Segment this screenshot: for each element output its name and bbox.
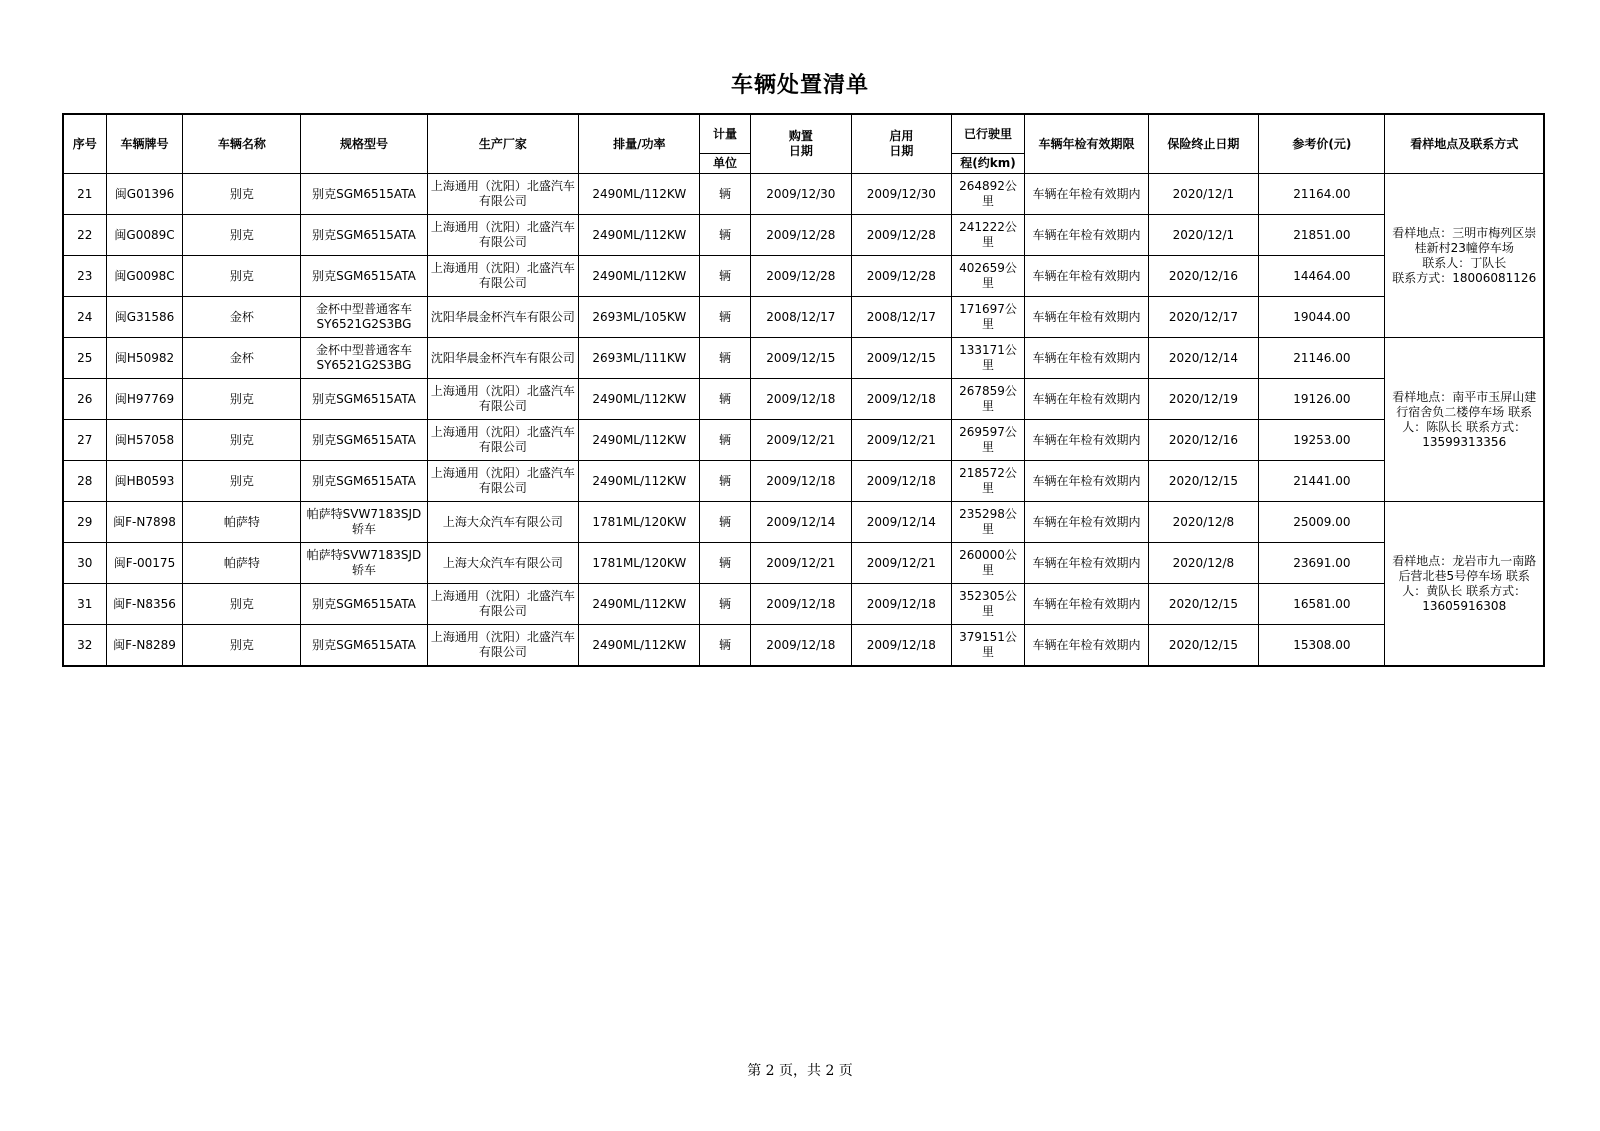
table-row xyxy=(63,297,1544,338)
cell-seq: 22 xyxy=(63,215,106,256)
cell-displacement: 2490ML/112KW xyxy=(579,625,700,667)
cell-unit: 辆 xyxy=(700,256,750,297)
col-purchase-header: 购置 日期 xyxy=(750,114,852,174)
cell-mileage: 379151公里 xyxy=(951,625,1025,667)
cell-purchase-date: 2009/12/18 xyxy=(750,379,852,420)
cell-inspection: 车辆在年检有效期内 xyxy=(1025,297,1148,338)
cell-name: 金杯 xyxy=(183,338,301,379)
cell-name: 别克 xyxy=(183,625,301,667)
table-row xyxy=(63,543,1544,584)
cell-model: 别克SGM6515ATA xyxy=(301,174,427,215)
cell-price: 19044.00 xyxy=(1259,297,1385,338)
cell-maker: 上海通用（沈阳）北盛汽车有限公司 xyxy=(427,625,579,667)
cell-contact: 看样地点：龙岩市九一南路后营北巷5号停车场 联系人：黄队长 联系方式：13605916308 xyxy=(1385,502,1544,667)
cell-insurance-date: 2020/12/8 xyxy=(1148,543,1259,584)
cell-maker: 上海大众汽车有限公司 xyxy=(427,502,579,543)
cell-purchase-date: 2008/12/17 xyxy=(750,297,852,338)
cell-mileage: 260000公里 xyxy=(951,543,1025,584)
cell-unit: 辆 xyxy=(700,420,750,461)
cell-inspection: 车辆在年检有效期内 xyxy=(1025,584,1148,625)
cell-mileage: 264892公里 xyxy=(951,174,1025,215)
cell-start-date: 2009/12/28 xyxy=(852,256,951,297)
col-maker-header: 生产厂家 xyxy=(427,114,579,174)
vehicle-table xyxy=(62,113,1545,667)
cell-seq: 24 xyxy=(63,297,106,338)
cell-seq: 29 xyxy=(63,502,106,543)
cell-start-date: 2008/12/17 xyxy=(852,297,951,338)
cell-mileage: 402659公里 xyxy=(951,256,1025,297)
cell-unit: 辆 xyxy=(700,379,750,420)
cell-plate: 闽F-N7898 xyxy=(106,502,183,543)
cell-plate: 闽H50982 xyxy=(106,338,183,379)
cell-model: 金杯中型普通客车SY6521G2S3BG xyxy=(301,338,427,379)
cell-mileage: 235298公里 xyxy=(951,502,1025,543)
cell-purchase-date: 2009/12/30 xyxy=(750,174,852,215)
cell-seq: 31 xyxy=(63,584,106,625)
cell-start-date: 2009/12/30 xyxy=(852,174,951,215)
cell-insurance-date: 2020/12/15 xyxy=(1148,461,1259,502)
cell-displacement: 2490ML/112KW xyxy=(579,420,700,461)
cell-insurance-date: 2020/12/1 xyxy=(1148,215,1259,256)
table-row xyxy=(63,174,1544,215)
cell-mileage: 352305公里 xyxy=(951,584,1025,625)
table-row xyxy=(63,461,1544,502)
cell-price: 14464.00 xyxy=(1259,256,1385,297)
cell-unit: 辆 xyxy=(700,543,750,584)
cell-price: 19253.00 xyxy=(1259,420,1385,461)
cell-start-date: 2009/12/18 xyxy=(852,379,951,420)
col-mileage-header-bottom: 程(约km) xyxy=(951,154,1025,174)
cell-displacement: 2693ML/105KW xyxy=(579,297,700,338)
cell-price: 21851.00 xyxy=(1259,215,1385,256)
cell-inspection: 车辆在年检有效期内 xyxy=(1025,174,1148,215)
cell-contact: 看样地点：南平市玉屏山建行宿舍负二楼停车场 联系人：陈队长 联系方式：13599313356 xyxy=(1385,338,1544,502)
cell-start-date: 2009/12/21 xyxy=(852,420,951,461)
cell-unit: 辆 xyxy=(700,625,750,667)
cell-plate: 闽G0098C xyxy=(106,256,183,297)
col-plate-header: 车辆牌号 xyxy=(106,114,183,174)
cell-name: 别克 xyxy=(183,256,301,297)
cell-unit: 辆 xyxy=(700,174,750,215)
cell-inspection: 车辆在年检有效期内 xyxy=(1025,338,1148,379)
table-row xyxy=(63,338,1544,379)
col-inspection-header: 车辆年检有效期限 xyxy=(1025,114,1148,174)
cell-price: 16581.00 xyxy=(1259,584,1385,625)
cell-plate: 闽HB0593 xyxy=(106,461,183,502)
cell-purchase-date: 2009/12/28 xyxy=(750,256,852,297)
cell-displacement: 1781ML/120KW xyxy=(579,543,700,584)
cell-mileage: 133171公里 xyxy=(951,338,1025,379)
cell-name: 金杯 xyxy=(183,297,301,338)
cell-displacement: 2490ML/112KW xyxy=(579,174,700,215)
cell-displacement: 2490ML/112KW xyxy=(579,461,700,502)
table-row xyxy=(63,420,1544,461)
cell-start-date: 2009/12/18 xyxy=(852,584,951,625)
cell-plate: 闽F-N8289 xyxy=(106,625,183,667)
cell-maker: 上海通用（沈阳）北盛汽车有限公司 xyxy=(427,215,579,256)
cell-unit: 辆 xyxy=(700,461,750,502)
cell-model: 别克SGM6515ATA xyxy=(301,625,427,667)
cell-contact: 看样地点：三明市梅列区崇桂新村23幢停车场 联系人：丁队长 联系方式：18006081126 xyxy=(1385,174,1544,338)
cell-model: 别克SGM6515ATA xyxy=(301,420,427,461)
cell-insurance-date: 2020/12/15 xyxy=(1148,625,1259,667)
cell-start-date: 2009/12/14 xyxy=(852,502,951,543)
cell-name: 别克 xyxy=(183,584,301,625)
col-insurance-header: 保险终止日期 xyxy=(1148,114,1259,174)
cell-plate: 闽F-00175 xyxy=(106,543,183,584)
cell-name: 别克 xyxy=(183,420,301,461)
cell-start-date: 2009/12/21 xyxy=(852,543,951,584)
cell-purchase-date: 2009/12/15 xyxy=(750,338,852,379)
cell-inspection: 车辆在年检有效期内 xyxy=(1025,625,1148,667)
cell-price: 25009.00 xyxy=(1259,502,1385,543)
cell-seq: 28 xyxy=(63,461,106,502)
cell-maker: 沈阳华晨金杯汽车有限公司 xyxy=(427,338,579,379)
cell-purchase-date: 2009/12/21 xyxy=(750,543,852,584)
cell-price: 21164.00 xyxy=(1259,174,1385,215)
col-start-header: 启用 日期 xyxy=(852,114,951,174)
cell-name: 别克 xyxy=(183,461,301,502)
cell-plate: 闽G0089C xyxy=(106,215,183,256)
col-mileage-header-top: 已行驶里 xyxy=(951,114,1025,154)
cell-displacement: 1781ML/120KW xyxy=(579,502,700,543)
cell-maker: 上海通用（沈阳）北盛汽车有限公司 xyxy=(427,420,579,461)
cell-name: 帕萨特 xyxy=(183,502,301,543)
cell-purchase-date: 2009/12/28 xyxy=(750,215,852,256)
col-unit-header-bottom: 单位 xyxy=(700,154,750,174)
cell-inspection: 车辆在年检有效期内 xyxy=(1025,379,1148,420)
cell-model: 别克SGM6515ATA xyxy=(301,584,427,625)
cell-mileage: 269597公里 xyxy=(951,420,1025,461)
cell-insurance-date: 2020/12/15 xyxy=(1148,584,1259,625)
col-contact-header: 看样地点及联系方式 xyxy=(1385,114,1544,174)
page-footer: 第 2 页，共 2 页 xyxy=(747,1063,853,1079)
cell-displacement: 2490ML/112KW xyxy=(579,379,700,420)
cell-model: 金杯中型普通客车SY6521G2S3BG xyxy=(301,297,427,338)
cell-maker: 上海通用（沈阳）北盛汽车有限公司 xyxy=(427,461,579,502)
col-unit-header-top: 计量 xyxy=(700,114,750,154)
cell-seq: 30 xyxy=(63,543,106,584)
cell-price: 19126.00 xyxy=(1259,379,1385,420)
cell-price: 21146.00 xyxy=(1259,338,1385,379)
cell-insurance-date: 2020/12/8 xyxy=(1148,502,1259,543)
cell-insurance-date: 2020/12/17 xyxy=(1148,297,1259,338)
cell-unit: 辆 xyxy=(700,502,750,543)
cell-purchase-date: 2009/12/21 xyxy=(750,420,852,461)
cell-insurance-date: 2020/12/16 xyxy=(1148,256,1259,297)
table-row xyxy=(63,215,1544,256)
cell-name: 别克 xyxy=(183,174,301,215)
cell-seq: 25 xyxy=(63,338,106,379)
cell-purchase-date: 2009/12/18 xyxy=(750,584,852,625)
cell-model: 帕萨特SVW7183SJD轿车 xyxy=(301,543,427,584)
cell-inspection: 车辆在年检有效期内 xyxy=(1025,543,1148,584)
table-row xyxy=(63,379,1544,420)
cell-start-date: 2009/12/15 xyxy=(852,338,951,379)
cell-price: 15308.00 xyxy=(1259,625,1385,667)
cell-seq: 32 xyxy=(63,625,106,667)
table-row xyxy=(63,502,1544,543)
cell-plate: 闽G31586 xyxy=(106,297,183,338)
cell-plate: 闽G01396 xyxy=(106,174,183,215)
cell-maker: 上海通用（沈阳）北盛汽车有限公司 xyxy=(427,256,579,297)
cell-inspection: 车辆在年检有效期内 xyxy=(1025,420,1148,461)
cell-insurance-date: 2020/12/16 xyxy=(1148,420,1259,461)
table-row xyxy=(63,584,1544,625)
col-model-header: 规格型号 xyxy=(301,114,427,174)
cell-insurance-date: 2020/12/14 xyxy=(1148,338,1259,379)
cell-name: 别克 xyxy=(183,215,301,256)
cell-purchase-date: 2009/12/14 xyxy=(750,502,852,543)
cell-seq: 21 xyxy=(63,174,106,215)
cell-model: 别克SGM6515ATA xyxy=(301,461,427,502)
cell-maker: 上海通用（沈阳）北盛汽车有限公司 xyxy=(427,379,579,420)
cell-price: 21441.00 xyxy=(1259,461,1385,502)
cell-maker: 上海通用（沈阳）北盛汽车有限公司 xyxy=(427,584,579,625)
cell-start-date: 2009/12/28 xyxy=(852,215,951,256)
cell-start-date: 2009/12/18 xyxy=(852,625,951,667)
cell-model: 别克SGM6515ATA xyxy=(301,379,427,420)
col-displacement-header: 排量/功率 xyxy=(579,114,700,174)
cell-displacement: 2490ML/112KW xyxy=(579,215,700,256)
cell-name: 别克 xyxy=(183,379,301,420)
cell-price: 23691.00 xyxy=(1259,543,1385,584)
cell-plate: 闽H97769 xyxy=(106,379,183,420)
cell-seq: 27 xyxy=(63,420,106,461)
col-price-header: 参考价(元) xyxy=(1259,114,1385,174)
cell-model: 别克SGM6515ATA xyxy=(301,215,427,256)
cell-displacement: 2490ML/112KW xyxy=(579,584,700,625)
col-name-header: 车辆名称 xyxy=(183,114,301,174)
cell-inspection: 车辆在年检有效期内 xyxy=(1025,461,1148,502)
cell-unit: 辆 xyxy=(700,297,750,338)
col-seq-header: 序号 xyxy=(63,114,106,174)
cell-unit: 辆 xyxy=(700,215,750,256)
cell-mileage: 218572公里 xyxy=(951,461,1025,502)
page-title: 车辆处置清单 xyxy=(730,73,869,98)
cell-inspection: 车辆在年检有效期内 xyxy=(1025,502,1148,543)
cell-insurance-date: 2020/12/1 xyxy=(1148,174,1259,215)
cell-inspection: 车辆在年检有效期内 xyxy=(1025,215,1148,256)
cell-unit: 辆 xyxy=(700,584,750,625)
table-body xyxy=(63,174,1544,667)
table-row xyxy=(63,256,1544,297)
cell-plate: 闽F-N8356 xyxy=(106,584,183,625)
cell-maker: 上海通用（沈阳）北盛汽车有限公司 xyxy=(427,174,579,215)
cell-displacement: 2490ML/112KW xyxy=(579,256,700,297)
cell-start-date: 2009/12/18 xyxy=(852,461,951,502)
cell-model: 帕萨特SVW7183SJD轿车 xyxy=(301,502,427,543)
cell-purchase-date: 2009/12/18 xyxy=(750,461,852,502)
cell-seq: 23 xyxy=(63,256,106,297)
cell-inspection: 车辆在年检有效期内 xyxy=(1025,256,1148,297)
cell-purchase-date: 2009/12/18 xyxy=(750,625,852,667)
cell-displacement: 2693ML/111KW xyxy=(579,338,700,379)
cell-mileage: 267859公里 xyxy=(951,379,1025,420)
table-row xyxy=(63,625,1544,667)
cell-maker: 沈阳华晨金杯汽车有限公司 xyxy=(427,297,579,338)
cell-insurance-date: 2020/12/19 xyxy=(1148,379,1259,420)
cell-mileage: 171697公里 xyxy=(951,297,1025,338)
cell-maker: 上海大众汽车有限公司 xyxy=(427,543,579,584)
cell-unit: 辆 xyxy=(700,338,750,379)
cell-model: 别克SGM6515ATA xyxy=(301,256,427,297)
cell-seq: 26 xyxy=(63,379,106,420)
cell-plate: 闽H57058 xyxy=(106,420,183,461)
cell-mileage: 241222公里 xyxy=(951,215,1025,256)
header-row xyxy=(63,114,1544,154)
cell-name: 帕萨特 xyxy=(183,543,301,584)
